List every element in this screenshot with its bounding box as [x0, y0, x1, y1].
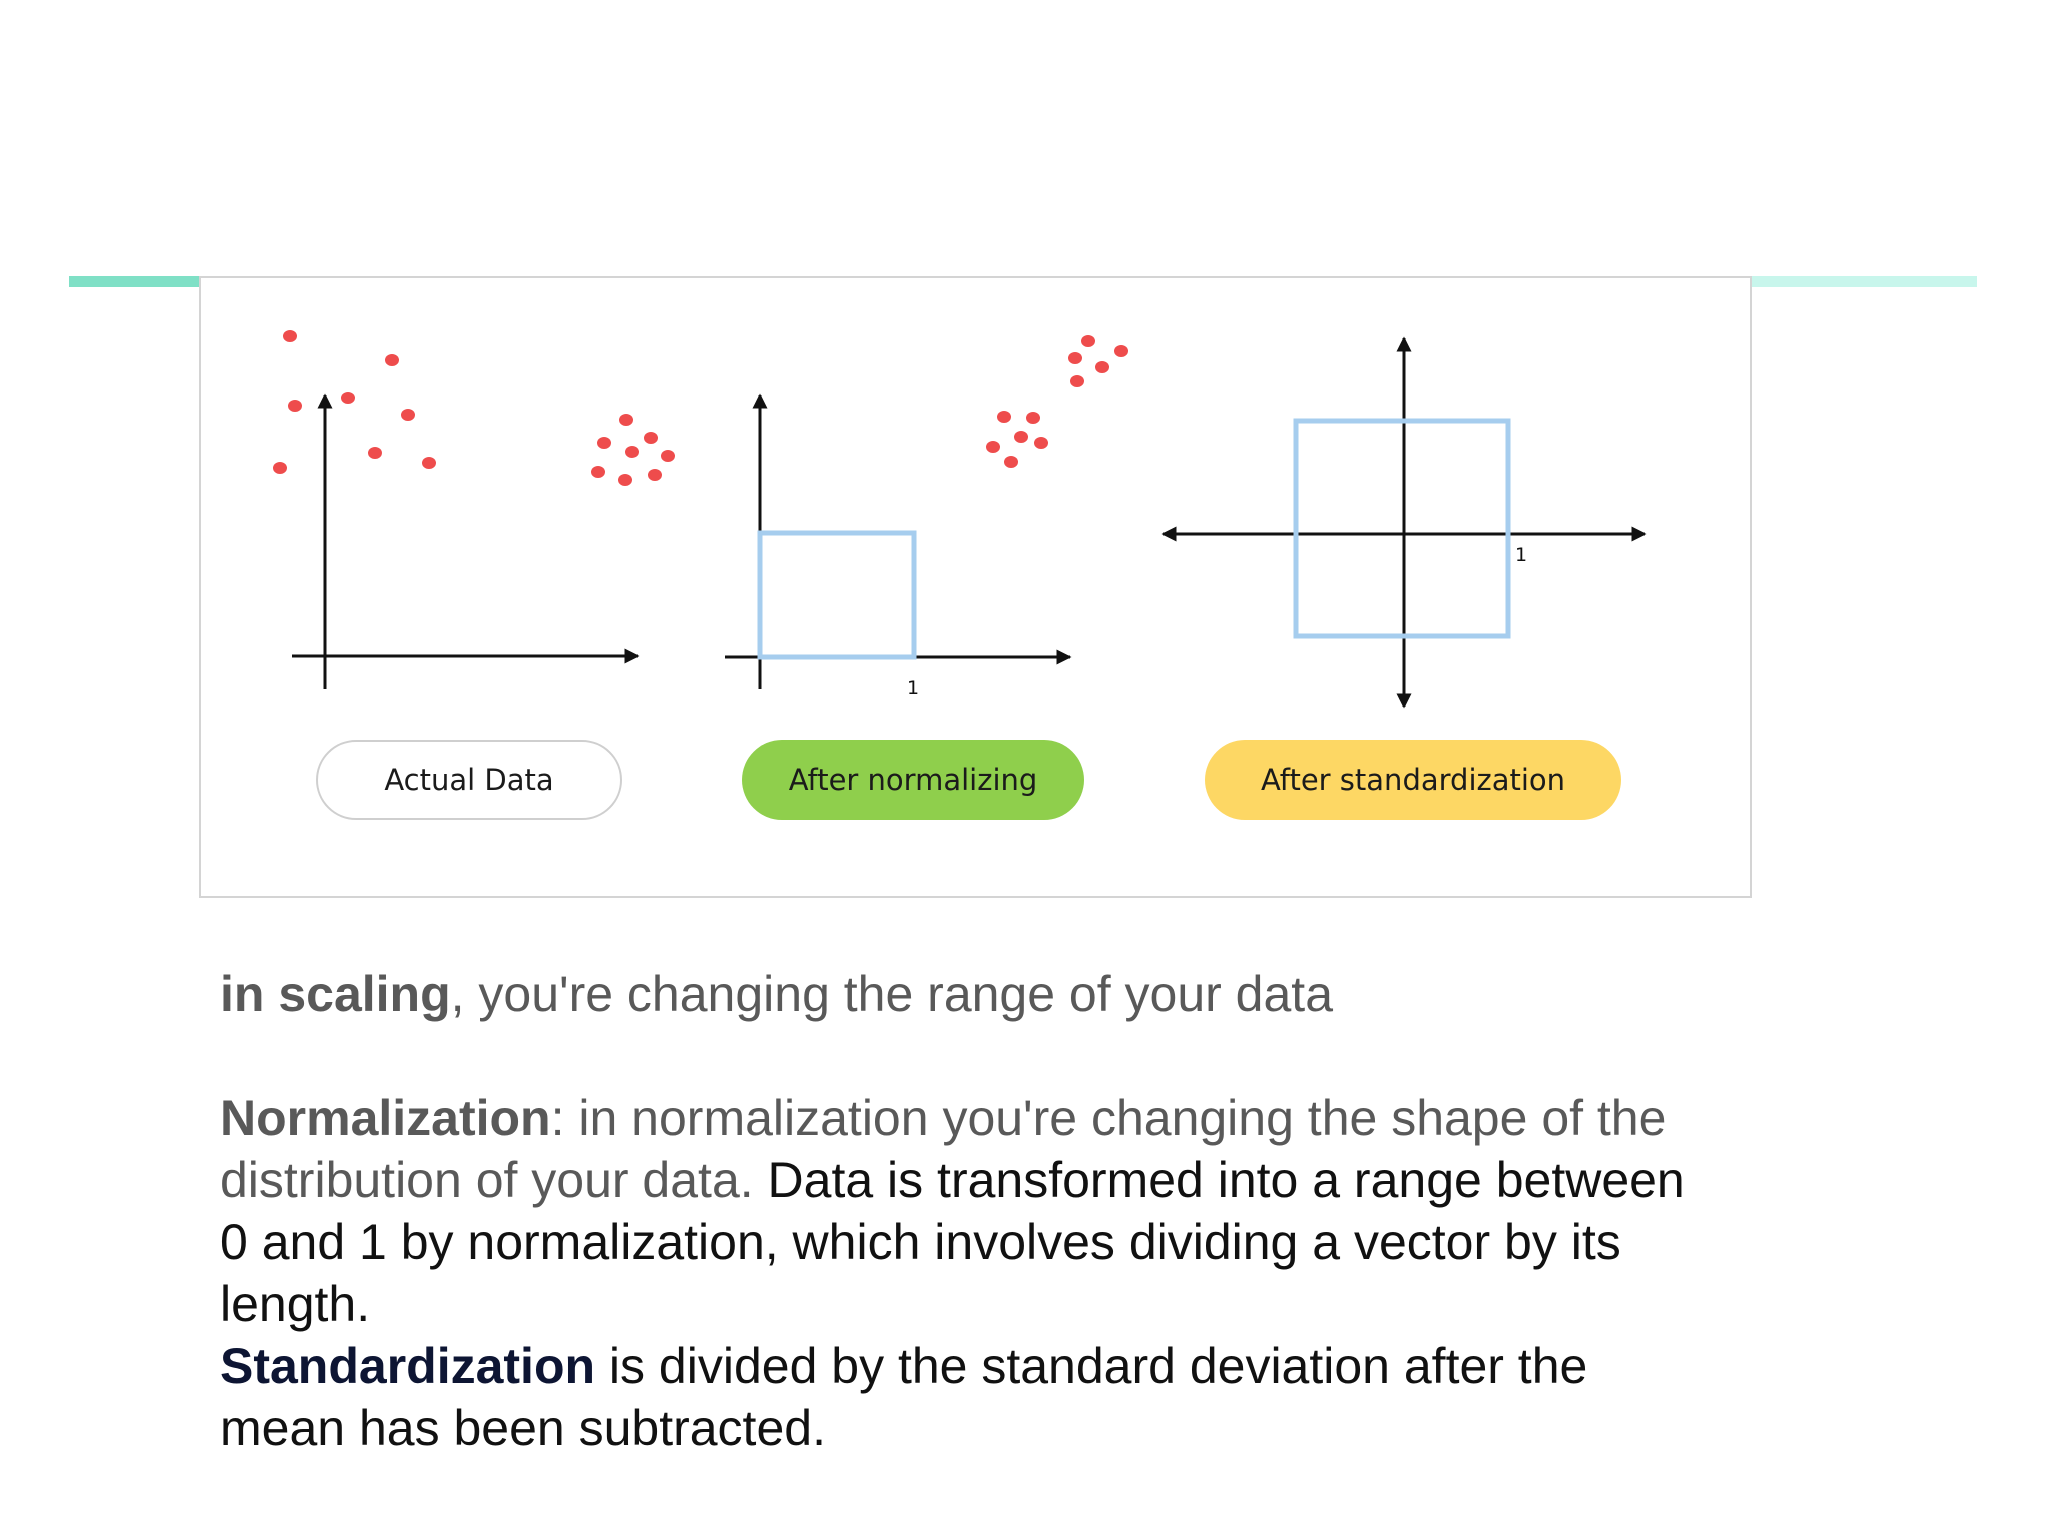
normalized-data-point: [661, 450, 675, 462]
actual-points: [273, 330, 436, 474]
normalized-points: [591, 414, 675, 486]
scaling-paragraph: [220, 963, 1700, 1025]
actual-data-label: Actual Data: [316, 740, 622, 820]
scaling-description: , you're changing the range of your data: [450, 966, 1333, 1022]
standardized-panel: [986, 335, 1645, 707]
standardized-data-point: [986, 441, 1000, 453]
standardized-data-point: [997, 411, 1011, 423]
standardized-points: [986, 335, 1128, 468]
normalized-data-point: [591, 466, 605, 478]
standardized-data-point: [1070, 375, 1084, 387]
normalization-description: : in normalization you're changing the shape of the distribution of your data.: [220, 1090, 1667, 1208]
standardized-box: [1296, 421, 1508, 636]
normalized-data-point: [597, 437, 611, 449]
normalized-panel: [591, 395, 1070, 699]
actual-data-point: [341, 392, 355, 404]
actual-data-point: [288, 400, 302, 412]
actual-data-point: [422, 457, 436, 469]
standardized-data-point: [1034, 437, 1048, 449]
standardized-data-point: [1081, 335, 1095, 347]
actual-data-point: [385, 354, 399, 366]
actual-data-point: [273, 462, 287, 474]
normalized-data-point: [625, 446, 639, 458]
definitions-paragraph: [220, 1087, 1700, 1459]
standardized-data-point: [1114, 345, 1128, 357]
actual-data-point: [368, 447, 382, 459]
normalized-tick-label: 1: [906, 677, 920, 699]
standardization-term: Standardization: [220, 1338, 596, 1394]
standardized-data-point: [1068, 352, 1082, 364]
normalization-term: Normalization: [220, 1090, 551, 1146]
normalized-data-point: [619, 414, 633, 426]
actual-data-point: [283, 330, 297, 342]
after-standardization-label: After standardization: [1205, 740, 1621, 820]
normalized-data-point: [648, 469, 662, 481]
normalized-data-point: [644, 432, 658, 444]
normalized-data-point: [618, 474, 632, 486]
standardized-data-point: [1095, 361, 1109, 373]
scaling-term: in scaling: [220, 966, 451, 1022]
standardization-description: is divided by the standard deviation after the mean has been subtracted.: [220, 1338, 1588, 1456]
standardized-data-point: [1026, 412, 1040, 424]
normalization-detail: Data is transformed into a range between 0 and 1 by normalization, which involves dividing a vector by its length.: [220, 1152, 1685, 1332]
normalized-box: [760, 533, 914, 657]
standardized-data-point: [1014, 431, 1028, 443]
actual-data-point: [401, 409, 415, 421]
after-normalizing-label: After normalizing: [742, 740, 1084, 820]
standardized-data-point: [1004, 456, 1018, 468]
standardized-tick-label: 1: [1514, 544, 1528, 566]
actual-data-panel: [273, 330, 638, 689]
